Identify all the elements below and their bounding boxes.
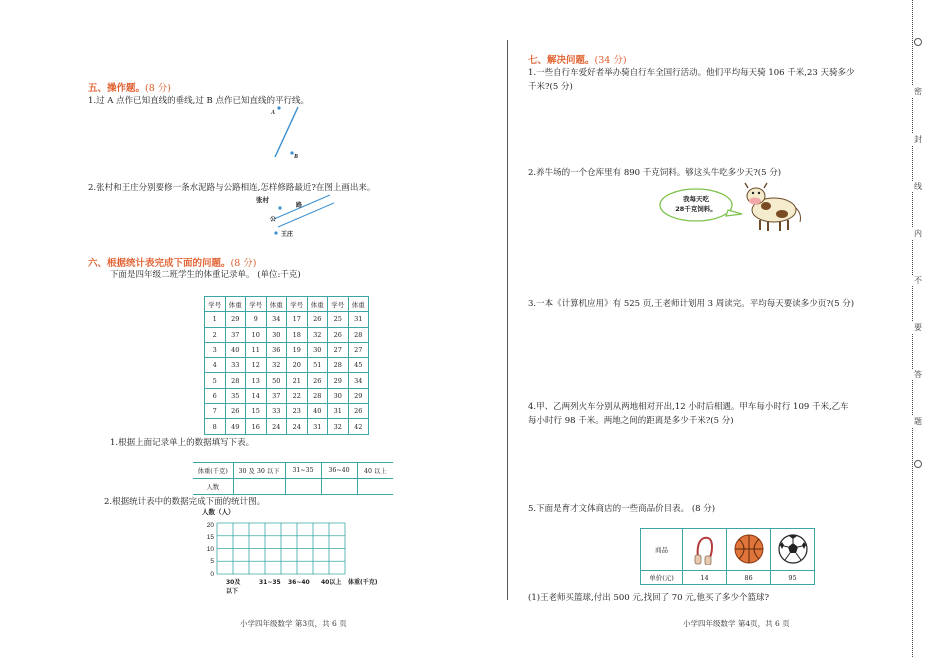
section5-q2: 2.张村和王庄分别要修一条水泥路与公路相连,怎样修路最近?在图上画出来。 — [88, 183, 376, 193]
table-row: 3 40 11 36 19 30 27 27 — [205, 342, 369, 357]
section7-q4-line2: 每小时行 98 千米。两地之间的距离是多少千米?(5 分) — [528, 416, 734, 426]
soccer-ball-icon — [771, 529, 815, 571]
section7-q3: 3.一本《计算机应用》有 525 页,王老师计划用 3 周读完。平均每天要读多少页?(5 分) — [528, 299, 855, 309]
cow-icon — [745, 183, 801, 231]
footer-right: 小学四年级数学 第4页，共 6 页 — [683, 619, 790, 628]
bubble-line-1: 我每天吃 — [683, 195, 709, 203]
binding-char: 封 — [914, 135, 922, 144]
frequency-table — [193, 462, 393, 495]
village-zhang: 张村 — [256, 196, 269, 204]
xtick-label: 30及 — [226, 579, 241, 586]
binding-char: 不 — [914, 276, 922, 285]
table-header-row: 学号 体重 学号 体重 学号 体重 学号 体重 — [205, 297, 369, 312]
table-row: 6 35 14 37 22 28 30 29 — [205, 388, 369, 403]
road-label-2: 路 — [296, 202, 303, 209]
section7-q4-line1: 4.甲、乙两列火车分别从两地相对开出,12 小时后相遇。甲车每小时行 109 千米,乙车 — [528, 402, 849, 412]
section6-q2: 2.根据统计表中的数据完成下面的统计图。 — [104, 497, 266, 507]
answer-cell[interactable] — [233, 479, 285, 495]
binding-hole — [914, 38, 922, 46]
section7-q5: 5.下面是育才文体商店的一些商品价目表。 (8 分) — [528, 504, 716, 514]
label-a: A — [271, 110, 276, 116]
price-table — [640, 528, 815, 585]
ytick-label: 5 — [210, 558, 214, 565]
binding-hole — [914, 460, 922, 468]
binding-char: 答 — [914, 370, 922, 379]
label-b: B — [294, 154, 299, 160]
section6-q1: 1.根据上面记录单上的数据填写下表。 — [110, 438, 255, 448]
frequency-header-row: 体重(千克) 30 及 30 以下 31~35 36~40 40 以上 — [193, 463, 393, 479]
section6-intro: 下面是四年级二班学生的体重记录单。 (单位:千克) — [110, 270, 301, 280]
ytick-label: 0 — [210, 571, 214, 578]
table-row: 7 26 15 33 23 40 31 26 — [205, 404, 369, 419]
section7-q1-line2: 千米?(5 分) — [528, 82, 573, 92]
binding-char: 内 — [914, 229, 922, 238]
skipping-rope-icon — [683, 529, 727, 571]
price-row: 单价(元) 14 86 95 — [641, 571, 815, 585]
table-row: 1 29 9 34 17 26 25 31 — [205, 312, 369, 327]
ytick-label: 10 — [206, 546, 214, 553]
line-figure — [262, 103, 312, 163]
page-divider — [507, 40, 508, 600]
section7-title: 七、解决问题。(34 分) — [528, 55, 627, 66]
binding-char: 题 — [914, 417, 922, 426]
given-line — [275, 107, 298, 157]
village-wang: 王庄 — [281, 231, 294, 238]
road-label-1: 公 — [270, 216, 277, 223]
blank-bar-chart — [198, 506, 392, 598]
section7-q2: 2.养牛场的一个仓库里有 890 千克饲料。够这头牛吃多少天?(5 分) — [528, 168, 782, 178]
answer-cell[interactable] — [357, 479, 393, 495]
binding-char: 要 — [914, 323, 922, 332]
road-map — [254, 191, 334, 239]
goods-row: 商品 — [641, 529, 815, 571]
binding-char: 线 — [914, 182, 922, 191]
section7-q5-sub1: (1)王老师买篮球,付出 500 元,找回了 70 元,他买了多少个篮球? — [528, 593, 770, 603]
point-a — [277, 106, 280, 109]
basketball-icon — [727, 529, 771, 571]
cow-illustration — [656, 180, 806, 234]
ytick-label: 20 — [206, 522, 214, 529]
section5-title: 五、操作题。(8 分) — [88, 83, 171, 94]
footer-left: 小学四年级数学 第3页，共 6 页 — [240, 619, 347, 628]
xtick-label: 36~40 — [288, 579, 310, 586]
section6-title: 六、根据统计表完成下面的问题。(8 分) — [88, 258, 257, 269]
xtick-label: 以下 — [226, 588, 239, 595]
bubble-line-2: 28千克饲料。 — [675, 205, 717, 213]
ytick-label: 15 — [206, 534, 214, 541]
section5-q1: 1.过 A 点作已知直线的垂线,过 B 点作已知直线的平行线。 — [88, 96, 310, 106]
table-row: 4 33 12 32 20 51 28 45 — [205, 358, 369, 373]
frequency-count-row: 人数 — [193, 479, 393, 495]
chart-xlabel: 体重(千克) — [348, 579, 378, 586]
chart-grid — [217, 523, 345, 574]
table-row: 2 37 10 30 18 32 26 28 — [205, 327, 369, 342]
xtick-label: 40以上 — [321, 579, 342, 586]
xtick-label: 31~35 — [259, 579, 281, 586]
table-row: 5 28 13 50 21 26 29 34 — [205, 373, 369, 388]
answer-cell[interactable] — [321, 479, 357, 495]
answer-cell[interactable] — [285, 479, 321, 495]
weight-record-table — [204, 296, 369, 435]
binding-char: 密 — [914, 87, 922, 96]
chart-ylabel: 人数（人） — [202, 508, 235, 516]
table-row: 8 49 16 24 24 31 32 42 — [205, 419, 369, 434]
section7-q1-line1: 1.一些自行车爱好者举办骑自行车全国行活动。他们平均每天骑 106 千米,23 天骑多少 — [528, 68, 855, 78]
